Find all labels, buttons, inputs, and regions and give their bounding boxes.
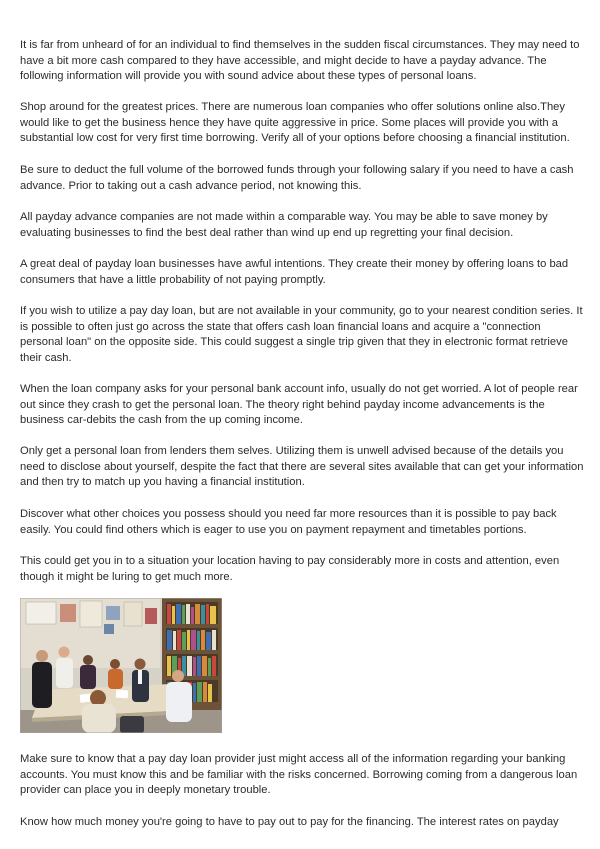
paragraph-6: If you wish to utilize a pay day loan, but are not available in your community, go to your nearest condition series. It is possible to often just go across the state that offers cash loan financial loans and acquire a "connection personal loan" on the opposite side. This could suggest a single trip given that they in electronic format retrieve their cash. [20, 305, 583, 364]
paragraph-12: Know how much money you're going to have to pay out to pay for the financing. The interest rates on payday [20, 816, 559, 828]
meeting-photo [20, 598, 222, 733]
paragraph-3: Be sure to deduct the full volume of the borrowed funds through your following salary if you need to have a cash advance. Prior to taking out a cash advance period, not knowing this. [20, 164, 574, 192]
paragraph-2: Shop around for the greatest prices. There are numerous loan companies who offer solutions online also.They would like to get the business hence they have quite aggressive in price. Some places will provide you with a substantial low cost for very first time borrowing. Verify all of your options before choosing a financial institution. [20, 101, 570, 144]
paragraph-10: This could get you in to a situation your location having to pay considerably more in costs and attention, even though it might be luring to get much more. [20, 555, 560, 583]
paragraph-11: Make sure to know that a pay day loan provider just might access all of the information regarding your banking accounts. You must know this and be familiar with the risks concerned. Borrowing coming from a dangerous loan provider can place you in deeply monetary trouble. [20, 753, 578, 796]
paragraph-1: It is far from unheard of for an individual to find themselves in the sudden fiscal circumstances. They may need to have a bit more cash compared to they have accessible, and might decide to have a payday advance. The following information will provide you with sound advice about these types of personal loans. [20, 39, 580, 82]
paragraph-9: Discover what other choices you possess should you need far more resources than it is possible to pay back easily. You could find others which is eager to use you on payment repayment and timetables portions. [20, 508, 557, 536]
paragraph-5: A great deal of payday loan businesses have awful intentions. They create their money by offering loans to bad consumers that have a little probability of not paying promptly. [20, 258, 569, 286]
paragraph-4: All payday advance companies are not made within a comparable way. You may be able to save money by evaluating businesses to find the best deal rather than wind up end up regretting your final decision. [20, 211, 548, 239]
paragraph-7: When the loan company asks for your personal bank account info, usually do not get worried. A lot of people rear out since they crash to get the personal loan. The theory right behind payday income advancements is the business car-debits the cash from the up coming income. [20, 383, 578, 426]
paragraph-8: Only get a personal loan from lenders them selves. Utilizing them is unwell advised because of the details you need to disclose about yourself, despite the fact that there are several sites available that can get your information and then try to match up you having a financial institution. [20, 445, 584, 488]
